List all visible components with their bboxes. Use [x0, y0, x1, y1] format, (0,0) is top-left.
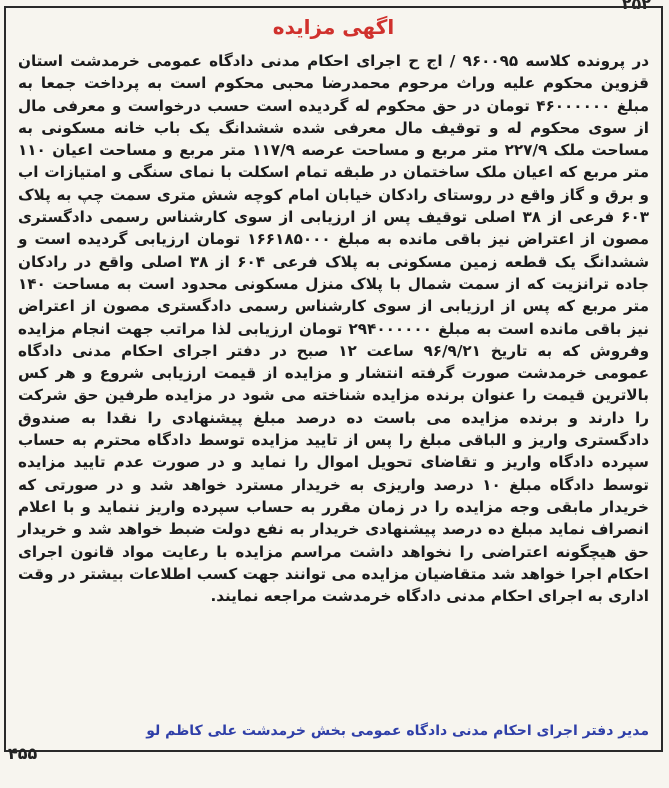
ad-body-text: در پرونده کلاسه ۹۶۰۰۹۵ / اج ح اجرای احکام مدنی دادگاه عمومی خرمدشت استان قزوین محکوم علیه وراث مرحوم محمدرضا محبی محکوم است به پرداخت جمعا به مبلغ ۴۶۰۰۰۰۰۰ تومان در حق محکوم له گردیده است حسب درخواست و معرفی مال از سوی محکوم له و توقیف مال معرفی شده ششدانگ یک باب خانه مسکونی به مساحت ملک ۲۲۷/۹ متر مربع و مساحت عرصه ۱۱۷/۹ متر مربع و مساحت اعیان ۱۱۰ متر مربع که اعیان ملک ساختمان در طبقه تمام اسکلت با نمای سنگی و امتیازات اب و برق و گاز واقع در روستای رادکان خیابان امام کوچه شش متری سمت چپ به پلاک ۶۰۳ فرعی از ۳۸ اصلی توقیف پس از ارزیابی از سوی کارشناس رسمی دادگستری مصون از اعتراض نیز باقی مانده به مبلغ ۱۶۶۱۸۵۰۰۰ تومان ارزیابی گردیده است و ششدانگ یک قطعه زمین مسکونی به پلاک فرعی ۶۰۴ از ۳۸ اصلی واقع در رادکان جاده ترانزیت که از سمت شمال با پلاک منزل مسکونی محدود است به مساحت ۱۴۰ متر مربع که پس از ارزیابی از سوی کارشناس رسمی دادگستری مصون از اعتراض نیز باقی مانده است به مبلغ ۲۹۴۰۰۰۰۰۰ تومان ارزیابی لذا مراتب جهت انجام مزایده وفروش که به تاریخ ۹۶/۹/۲۱ ساعت ۱۲ صبح در دفتر اجرای احکام مدنی دادگاه عمومی خرمدشت صورت گرفته انتشار و مزایده از قیمت ارزیابی شروع و هر کس بالاترین قیمت را عنوان برنده مزایده شناخته می شود در مزایده طرفین حق شرکت را دارند و برنده مزایده می باست ده درصد مبلغ پیشنهادی را نقدا به صندوق دادگستری واریز و الباقی مبلغ را پس از تایید مزایده توسط دادگاه محترم به حساب سپرده دادگاه واریز و تقاضای تحویل اموال را نماید و در صورت عدم تایید مزایده توسط دادگاه مبلغ ۱۰ درصد واریزی به خریدار مسترد خواهد شد و در صورتی که خریدار مابقی وجه مزایده را در زمان مقرر به حساب سپرده واریز ننماید و با اعلام انصراف نماید مبلغ ده درصد پیشنهادی خریدار به نفع دولت ضبط خواهد شد و خریدار حق هیچگونه اعتراضی را نخواهد داشت مراسم مزایده با رعایت مواد قانون اجرای احکام اجرا خواهد شد متقاضیان مزایده می توانند جهت کسب اطلاعات بیشتر در وقت اداری به اجرای احکام مدنی دادگاه خرمدشت مراجعه نمایند.	[18, 52, 650, 606]
page-number: ۲۵۲	[621, 0, 651, 13]
ad-title: اگهی مزایده	[272, 15, 395, 39]
ad-frame	[4, 6, 663, 752]
ad-number: ۴۵۵	[8, 744, 38, 763]
ad-signature: مدیر دفتر اجرای احکام مدنی دادگاه عمومی بخش خرمدشت علی کاظم لو	[146, 723, 649, 739]
